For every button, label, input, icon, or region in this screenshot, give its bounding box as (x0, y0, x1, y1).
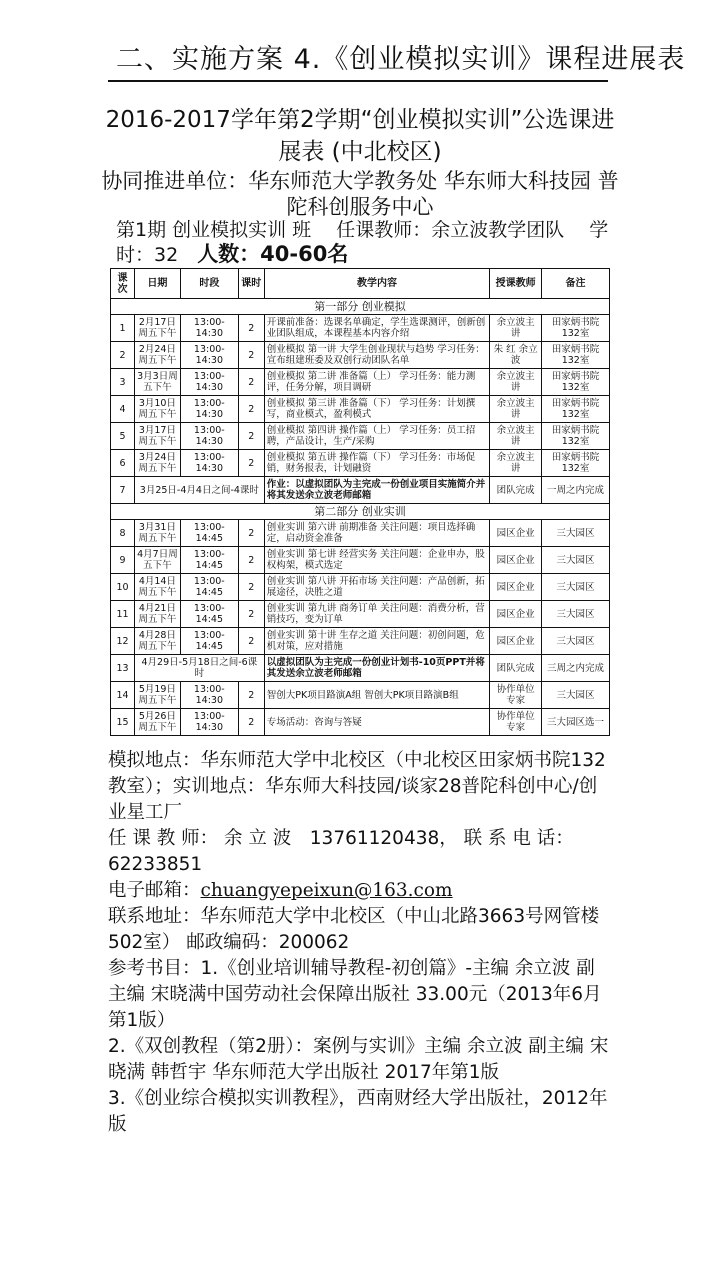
lesson-hours: 2 (238, 628, 264, 655)
schedule-table (110, 268, 610, 736)
lesson-hours: 2 (238, 574, 264, 601)
lesson-number: 9 (111, 547, 135, 574)
lesson-content: 创业模拟 第五讲 操作篇（下） 学习任务：市场促销，财务报表，计划融资 (264, 450, 489, 477)
lesson-content: 创业模拟 第一讲 大学生创业现状与趋势 学习任务：宣布组建班委及双创行动团队名单 (264, 342, 489, 369)
lesson-hours: 2 (238, 369, 264, 396)
lesson-number: 5 (111, 423, 135, 450)
lesson-note: 三大园区 (542, 520, 610, 547)
lesson-note: 田家炳书院132室 (542, 369, 610, 396)
lesson-teacher: 余立波主讲 (490, 315, 542, 342)
lesson-time: 13:00-14:45 (180, 574, 238, 601)
lesson-content: 开课前准备：选课名单确定，学生选课测评，创新创业团队组成，本课程基本内容介绍 (264, 315, 489, 342)
table-header-cell: 日期 (134, 269, 180, 299)
lesson-time: 13:00-14:30 (180, 423, 238, 450)
lesson-number: 11 (111, 601, 135, 628)
lesson-teacher: 园区企业 (490, 628, 542, 655)
lesson-number: 7 (111, 477, 135, 504)
lesson-date: 2月17日周五下午 (134, 315, 180, 342)
lesson-time: 13:00-14:45 (180, 628, 238, 655)
table-header-cell: 授课教师 (490, 269, 542, 299)
lesson-hours: 2 (238, 396, 264, 423)
section-row (111, 504, 610, 520)
lesson-hours: 2 (238, 423, 264, 450)
lesson-teacher: 余立波主讲 (490, 423, 542, 450)
class-size: 人数：40-60名 (197, 242, 349, 266)
reference-1: 参考书目：1.《创业培训辅导教程-初创篇》-主编 余立波 副主编 宋晓满中国劳动社会保障出版社 33.00元（2013年6月第1版） (108, 958, 602, 1031)
table-header-row (111, 269, 610, 299)
header-underline (108, 80, 608, 82)
reference-3: 3.《创业综合模拟实训教程》，西南财经大学出版社，2012年版 (108, 1088, 608, 1135)
lesson-number: 1 (111, 315, 135, 342)
lesson-content: 创业模拟 第四讲 操作篇（上） 学习任务：员工招聘，产品设计，生产/采购 (264, 423, 489, 450)
teacher-contact: 任 课 教 师： 余 立 波 13761120438， 联 系 电 话：62233851 (108, 828, 574, 875)
table-header-cell: 时段 (180, 269, 238, 299)
lesson-number: 13 (111, 655, 135, 682)
lesson-note: 一周之内完成 (542, 477, 610, 504)
reference-2: 2.《双创教程（第2册）：案例与实训》主编 余立波 副主编 宋晓满 韩哲宇 华东师范大学出版社 2017年第1版 (108, 1036, 609, 1083)
lesson-date: 3月31日周五下午 (134, 520, 180, 547)
lesson-note: 田家炳书院132室 (542, 342, 610, 369)
lesson-note: 三大园区 (542, 628, 610, 655)
section-row (111, 299, 610, 315)
lesson-date: 4月7日周五下午 (134, 547, 180, 574)
lesson-note: 三大园区选一 (542, 709, 610, 736)
lesson-content: 创业模拟 第三讲 准备篇（下） 学习任务：计划撰写，商业模式，盈利模式 (264, 396, 489, 423)
class-info (116, 218, 616, 267)
lesson-note: 三大园区 (542, 547, 610, 574)
table-row (111, 520, 610, 547)
lesson-time: 13:00-14:30 (180, 709, 238, 736)
lesson-teacher: 朱 红 余立波 (490, 342, 542, 369)
lesson-note: 三大园区 (542, 601, 610, 628)
lesson-teacher: 团队完成 (490, 477, 542, 504)
lesson-note: 三大园区 (542, 682, 610, 709)
lesson-teacher: 余立波主讲 (490, 450, 542, 477)
lesson-teacher: 园区企业 (490, 574, 542, 601)
table-row (111, 655, 610, 682)
lesson-note: 三大园区 (542, 574, 610, 601)
lesson-date: 3月24日周五下午 (134, 450, 180, 477)
email-label: 电子邮箱： (108, 880, 201, 901)
lesson-hours: 2 (238, 601, 264, 628)
lesson-content: 创业实训 第十讲 生存之道 关注问题：初创问题，危机对策，应对措施 (264, 628, 489, 655)
lesson-note: 田家炳书院132室 (542, 396, 610, 423)
lesson-number: 4 (111, 396, 135, 423)
lesson-content: 创业实训 第六讲 前期准备 关注问题：项目选择确定，启动资金准备 (264, 520, 489, 547)
lesson-teacher: 余立波主讲 (490, 396, 542, 423)
table-row (111, 450, 610, 477)
lesson-teacher: 园区企业 (490, 520, 542, 547)
section-title: 第二部分 创业实训 (111, 504, 610, 520)
lesson-note: 田家炳书院132室 (542, 423, 610, 450)
table-row (111, 423, 610, 450)
lesson-date: 3月10日周五下午 (134, 396, 180, 423)
lesson-date: 2月24日周五下午 (134, 342, 180, 369)
page-header-title: 二、实施方案 4.《创业模拟实训》课程进展表 (116, 44, 686, 75)
lesson-hours: 2 (238, 682, 264, 709)
lesson-time: 13:00-14:30 (180, 342, 238, 369)
table-row (111, 342, 610, 369)
table-row (111, 396, 610, 423)
lesson-number: 14 (111, 682, 135, 709)
lesson-time: 13:00-14:30 (180, 450, 238, 477)
lesson-time: 13:00-14:30 (180, 682, 238, 709)
table-row (111, 369, 610, 396)
lesson-number: 6 (111, 450, 135, 477)
table-header-cell: 教学内容 (264, 269, 489, 299)
lesson-time: 13:00-14:45 (180, 547, 238, 574)
lesson-hours: 2 (238, 520, 264, 547)
lesson-teacher: 园区企业 (490, 601, 542, 628)
table-header-cell: 备注 (542, 269, 610, 299)
table-header-cell: 课时 (238, 269, 264, 299)
lesson-teacher: 园区企业 (490, 547, 542, 574)
table-row (111, 601, 610, 628)
lesson-number: 10 (111, 574, 135, 601)
lesson-number: 15 (111, 709, 135, 736)
lesson-note: 田家炳书院132室 (542, 450, 610, 477)
table-row (111, 547, 610, 574)
lesson-date: 3月17日周五下午 (134, 423, 180, 450)
lesson-content: 创业模拟 第二讲 准备篇（上） 学习任务：能力测评，任务分解，项目调研 (264, 369, 489, 396)
lesson-note: 三周之内完成 (542, 655, 610, 682)
lesson-number: 2 (111, 342, 135, 369)
address-text: 联系地址：华东师范大学中北校区（中山北路3663号网管楼502室） 邮政编码：200062 (108, 906, 600, 953)
info-block (108, 748, 613, 1138)
lesson-hours: 2 (238, 450, 264, 477)
lesson-teacher: 团队完成 (490, 655, 542, 682)
lesson-hours: 2 (238, 709, 264, 736)
lesson-content: 创业实训 第八讲 开拓市场 关注问题：产品创新，拓展途径，决胜之道 (264, 574, 489, 601)
lesson-date: 4月28日周五下午 (134, 628, 180, 655)
lesson-date: 4月29日-5月18日之间-6课时 (134, 655, 264, 682)
lesson-time: 13:00-14:30 (180, 396, 238, 423)
lesson-date: 3月25日-4月4日之间-4课时 (134, 477, 264, 504)
location-text: 模拟地点：华东师范大学中北校区（中北校区田家炳书院132教室）；实训地点：华东师大科技园/谈家28普陀科创中心/创业星工厂 (108, 750, 606, 823)
lesson-date: 3月3日周五下午 (134, 369, 180, 396)
document-title: 2016-2017学年第2学期“创业模拟实训”公选课进展表 (中北校区) (105, 107, 615, 165)
table-row (111, 315, 610, 342)
table-row (111, 628, 610, 655)
lesson-teacher: 协作单位专家 (490, 709, 542, 736)
lesson-content: 智创大PK项目路演A组 智创大PK项目路演B组 (264, 682, 489, 709)
table-row (111, 709, 610, 736)
lesson-date: 4月21日周五下午 (134, 601, 180, 628)
lesson-note: 田家炳书院132室 (542, 315, 610, 342)
table-row (111, 574, 610, 601)
table-header-cell: 课次 (111, 269, 135, 299)
table-row (111, 477, 610, 504)
section-title: 第一部分 创业模拟 (111, 299, 610, 315)
lesson-content: 创业实训 第九讲 商务订单 关注问题：消费分析，营销技巧，变为订单 (264, 601, 489, 628)
table-row (111, 682, 610, 709)
lesson-content: 创业实训 第七讲 经营实务 关注问题：企业申办，股权构架，模式选定 (264, 547, 489, 574)
lesson-teacher: 余立波主讲 (490, 369, 542, 396)
lesson-content: 专场活动：咨询与答疑 (264, 709, 489, 736)
lesson-hours: 2 (238, 342, 264, 369)
lesson-number: 12 (111, 628, 135, 655)
lesson-time: 13:00-14:30 (180, 315, 238, 342)
lesson-number: 3 (111, 369, 135, 396)
lesson-content: 作业：以虚拟团队为主完成一份创业项目实施简介并将其发送余立波老师邮箱 (264, 477, 489, 504)
lesson-content: 以虚拟团队为主完成一份创业计划书-10页PPT并将其发送余立波老师邮箱 (264, 655, 489, 682)
class-info-text: 第1期 创业模拟实训 班 任课教师：余立波教学团队 学时：32 (116, 219, 609, 266)
lesson-time: 13:00-14:45 (180, 601, 238, 628)
lesson-date: 4月14日周五下午 (134, 574, 180, 601)
lesson-teacher: 协作单位专家 (490, 682, 542, 709)
lesson-time: 13:00-14:45 (180, 520, 238, 547)
email-line (108, 878, 613, 904)
partner-units: 协同推进单位：华东师范大学教务处 华东师大科技园 普陀科创服务中心 (101, 169, 619, 219)
email-link[interactable]: chuangyepeixun@163.com (200, 880, 453, 901)
lesson-date: 5月19日周五下午 (134, 682, 180, 709)
lesson-number: 8 (111, 520, 135, 547)
lesson-hours: 2 (238, 547, 264, 574)
lesson-hours: 2 (238, 315, 264, 342)
lesson-time: 13:00-14:30 (180, 369, 238, 396)
lesson-date: 5月26日周五下午 (134, 709, 180, 736)
